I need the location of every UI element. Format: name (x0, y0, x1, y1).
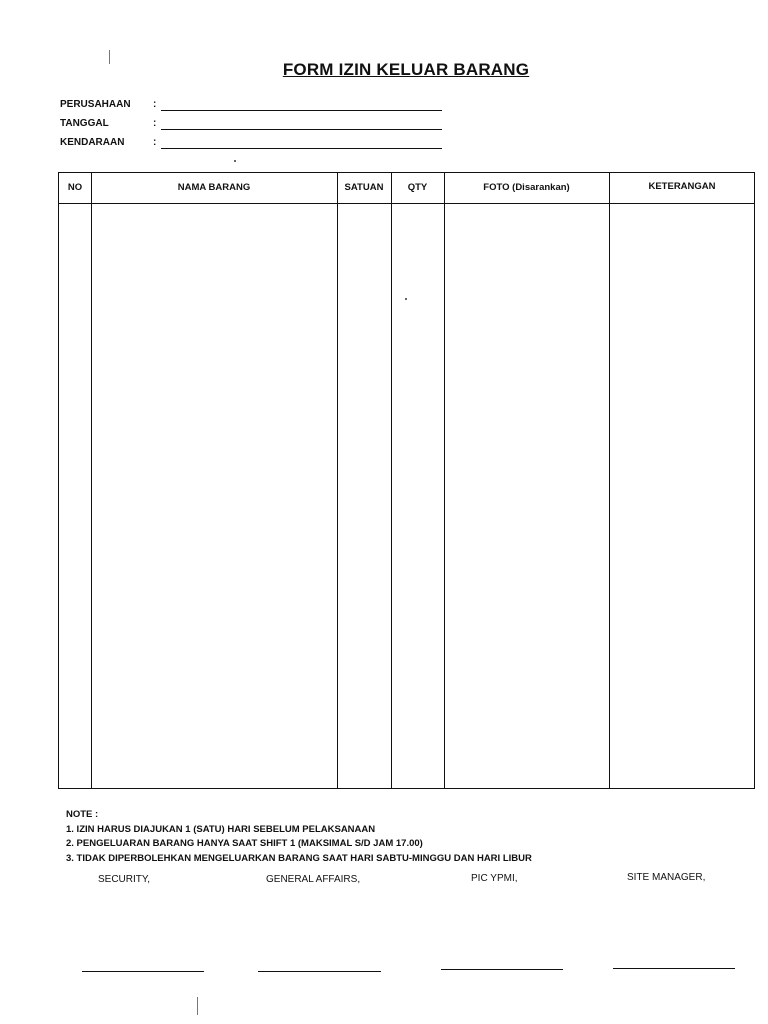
scan-mark (197, 997, 198, 1015)
signature-label-security: SECURITY, (98, 874, 151, 885)
signature-label-pic-ypmi: PIC YPMI, (471, 873, 518, 884)
header-satuan: SATUAN (344, 182, 384, 193)
tanggal-blank-line[interactable] (161, 129, 442, 130)
items-table (58, 172, 755, 789)
note-item: 1. IZIN HARUS DIAJUKAN 1 (SATU) HARI SEBELUM PELAKSANAAN (66, 823, 376, 835)
form-title: FORM IZIN KELUAR BARANG (282, 60, 530, 79)
signature-line-site-manager[interactable] (613, 968, 735, 969)
field-label: KENDARAAN (60, 137, 125, 148)
header-foto: FOTO (Disarankan) (483, 182, 570, 193)
field-colon: : (153, 137, 157, 148)
notes-heading: NOTE : (66, 809, 99, 820)
scan-mark (109, 50, 110, 64)
header-nama-barang: NAMA BARANG (177, 182, 251, 193)
note-item: 3. TIDAK DIPERBOLEHKAN MENGELUARKAN BARANG SAAT HARI SABTU-MINGGU DAN HARI LIBUR (66, 852, 532, 864)
field-colon: : (153, 99, 157, 110)
signature-label-site-manager: SITE MANAGER, (627, 872, 706, 883)
signature-line-pic-ypmi[interactable] (441, 969, 563, 970)
header-keterangan: KETERANGAN (648, 181, 716, 192)
header-no: NO (67, 182, 83, 193)
note-item: 2. PENGELUARAN BARANG HANYA SAAT SHIFT 1 (MAKSIMAL S/D JAM 17.00) (66, 838, 423, 849)
column-divider (609, 173, 610, 788)
scan-speck (234, 160, 236, 162)
header-qty: QTY (407, 182, 428, 193)
notes-section (66, 808, 532, 866)
table-header-divider (59, 203, 754, 204)
perusahaan-blank-line[interactable] (161, 110, 442, 111)
column-divider (337, 173, 338, 788)
column-divider (391, 173, 392, 788)
signature-label-general-affairs: GENERAL AFFAIRS, (266, 874, 361, 885)
column-divider (91, 173, 92, 788)
kendaraan-blank-line[interactable] (161, 148, 442, 149)
signature-line-general-affairs[interactable] (258, 971, 381, 972)
scan-speck (405, 298, 407, 300)
field-colon: : (153, 118, 157, 129)
signature-line-security[interactable] (82, 971, 204, 972)
field-label: TANGGAL (60, 118, 109, 129)
column-divider (444, 173, 445, 788)
field-label: PERUSAHAAN (60, 99, 131, 110)
